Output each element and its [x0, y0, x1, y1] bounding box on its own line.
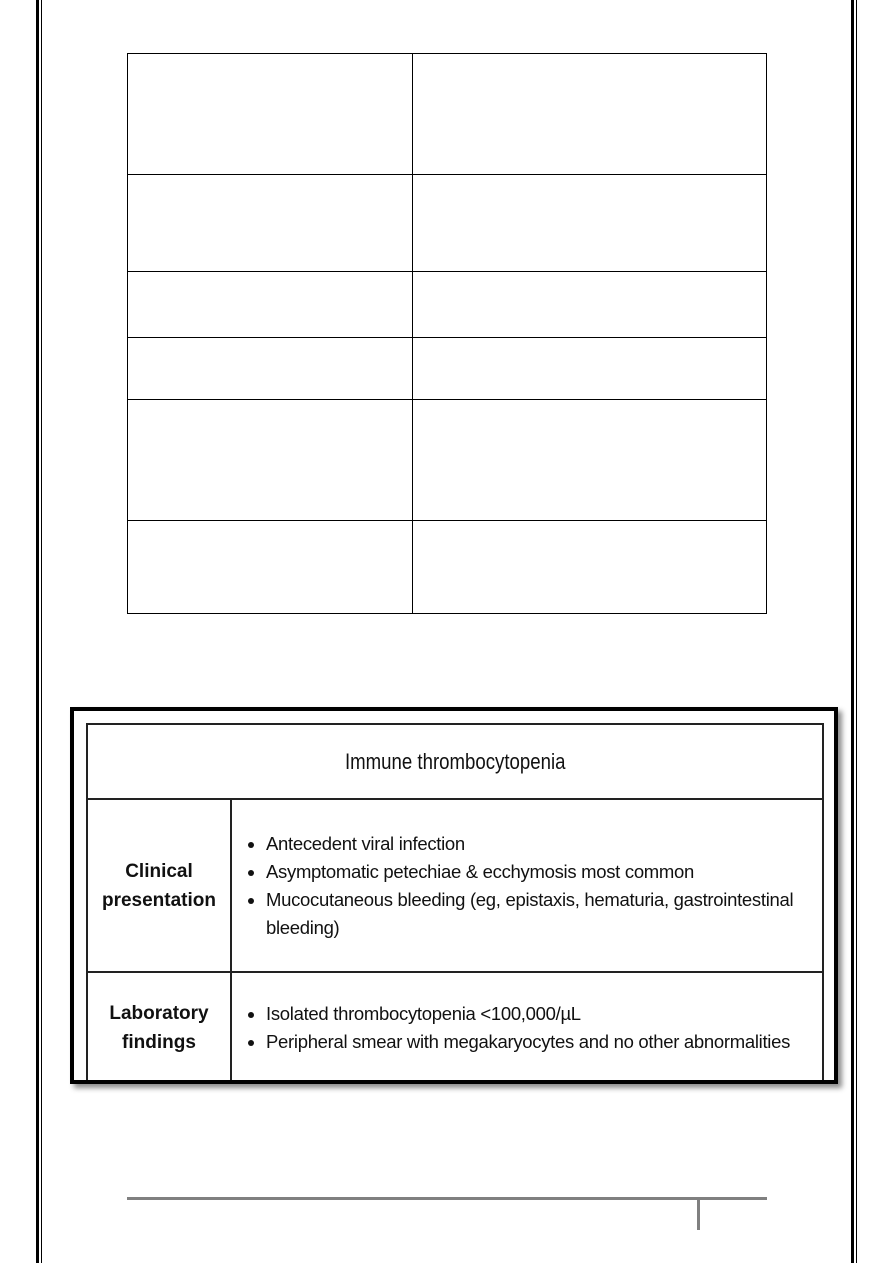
table-row	[128, 54, 767, 175]
table-cell	[413, 175, 767, 272]
table-row	[128, 338, 767, 400]
row-label-line: findings	[122, 1032, 196, 1053]
table-cell	[128, 272, 413, 338]
itp-summary-table	[86, 723, 824, 1084]
empty-grid-table	[127, 53, 767, 614]
table-row	[128, 272, 767, 338]
table-cell	[128, 338, 413, 400]
list-item: • Asymptomatic petechiae & ecchymosis most common	[266, 858, 810, 886]
table-cell	[128, 400, 413, 521]
row-label-line: Laboratory	[109, 1003, 209, 1024]
table-cell	[413, 400, 767, 521]
row-content-laboratory	[231, 972, 823, 1084]
table-cell	[413, 272, 767, 338]
page-border-right	[851, 0, 857, 1263]
itp-title-row	[87, 724, 823, 799]
row-content-clinical	[231, 799, 823, 972]
table-cell	[413, 54, 767, 175]
table-row	[128, 400, 767, 521]
page-border-left	[36, 0, 42, 1263]
list-item: • Isolated thrombocytopenia <100,000/µL	[266, 1000, 810, 1028]
row-label-line: Clinical	[125, 860, 193, 882]
row-label-line: presentation	[101, 889, 217, 911]
table-row	[128, 521, 767, 614]
table-cell	[128, 175, 413, 272]
itp-title-cell	[116, 724, 793, 799]
row-label-laboratory	[87, 972, 231, 1084]
table-row	[128, 175, 767, 272]
list-item: • Peripheral smear with megakaryocytes and no other abnormalities	[266, 1028, 810, 1056]
footer-rule	[127, 1197, 767, 1200]
bullet-list	[246, 1000, 810, 1056]
footer-page-separator	[697, 1198, 700, 1230]
itp-title: Immune thrombocytopenia	[344, 748, 566, 774]
row-label-clinical	[87, 799, 231, 972]
list-item: • Antecedent viral infection	[266, 830, 810, 858]
bullet-list	[246, 830, 810, 942]
table-cell	[413, 521, 767, 614]
itp-figure	[70, 707, 838, 1084]
table-cell	[128, 54, 413, 175]
list-item: • Mucocutaneous bleeding (eg, epistaxis, hematuria, gastrointestinal bleeding)	[266, 886, 810, 942]
table-row	[87, 799, 823, 972]
table-cell	[128, 521, 413, 614]
table-cell	[413, 338, 767, 400]
table-row	[87, 972, 823, 1084]
